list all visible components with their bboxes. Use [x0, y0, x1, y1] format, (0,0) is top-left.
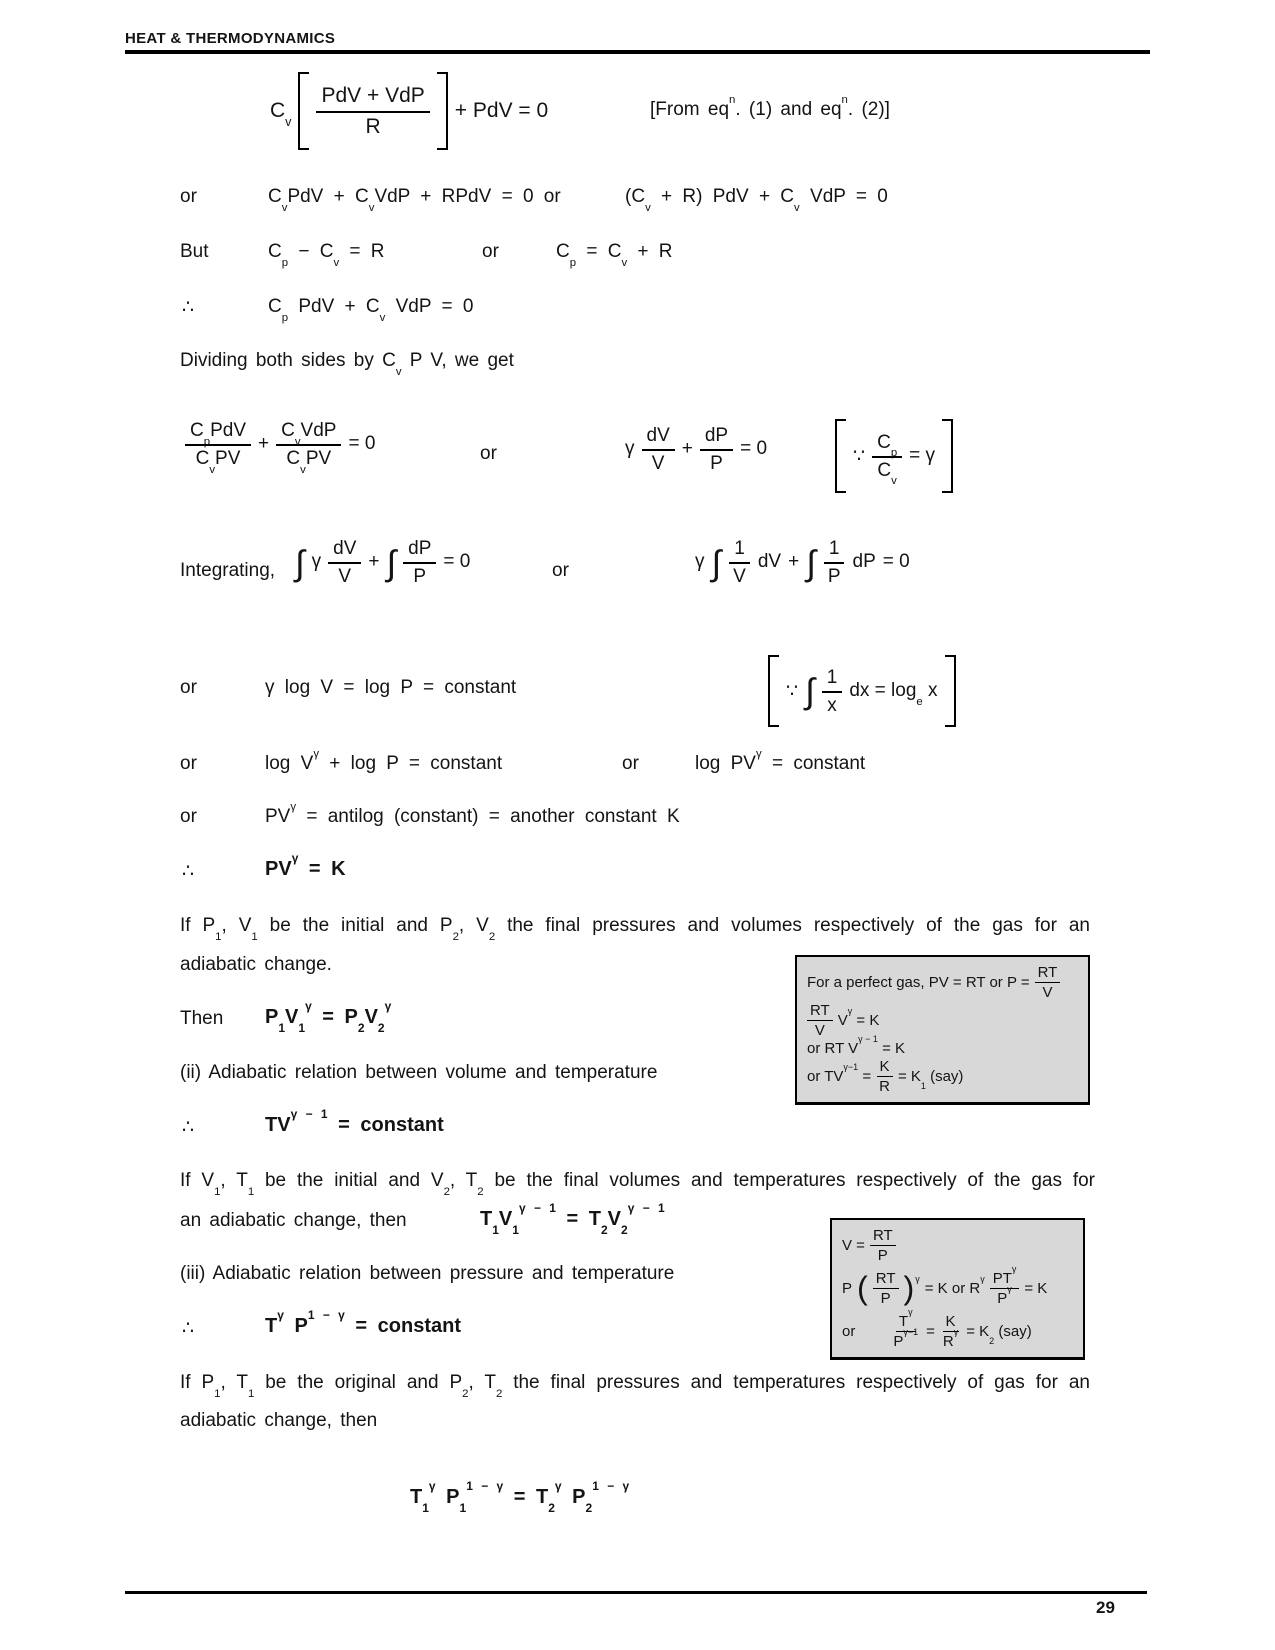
fraction-equation-right — [625, 424, 767, 475]
paragraph-p1v1-line2: adiabatic change. — [180, 954, 332, 975]
because-symbol: ∵ — [853, 445, 866, 467]
fraction-1-p: $\frac{1}{P}$ — [823, 537, 846, 588]
box1-line3 — [807, 1034, 1078, 1057]
row-log2-label: or — [180, 753, 197, 774]
integrating-label: Integrating, — [180, 560, 276, 581]
log-integral-note — [768, 655, 956, 727]
fraction-t-p: $\frac{T^\gamma}{P^{\gamma-1}}$ — [893, 1306, 919, 1350]
fraction-dv-v: $\frac{dV}{V}$ — [642, 424, 675, 475]
paragraph-v1t1-line2: an adiabatic change, then — [180, 1210, 407, 1231]
left-paren: ( — [857, 1269, 868, 1306]
plus-sign: + — [258, 433, 270, 455]
dp-term: dP — [852, 551, 876, 573]
integral-equation-right — [695, 537, 910, 588]
fraction-k-r: $\frac{K}{R}$ — [876, 1058, 893, 1096]
integral-sign: ∫ — [711, 543, 722, 583]
box2-line1 — [842, 1227, 1073, 1265]
equals-zero: = 0 — [882, 551, 910, 573]
equals-zero: = 0 — [443, 551, 471, 573]
box1-line4-lead: or $TV^{\gamma-1}$ = — [807, 1061, 872, 1085]
equation-lead: $C_v$ — [270, 99, 292, 130]
row-but-label: But — [180, 241, 209, 262]
paragraph-p1v1-line1: If $P_1$, $V_1$ be the initial and $P_2$, $V_2$ the final pressures and volumes respectively of the gas for an — [180, 915, 1090, 943]
plus-sign: + — [368, 551, 380, 573]
pressure-temperature-side-box — [830, 1218, 1085, 1360]
dividing-text: Dividing both sides by $C_v$ P V, we get — [180, 350, 514, 378]
equals-gamma: = γ — [909, 445, 936, 466]
page-header-title: HEAT & THERMODYNAMICS — [125, 30, 336, 47]
row-antilog-label: or — [180, 806, 197, 827]
page-number: 29 — [1096, 1598, 1115, 1617]
therefore-symbol: ∴ — [182, 1117, 195, 1138]
box2-line3-lead: or — [842, 1322, 856, 1340]
dv-term: dV — [757, 551, 782, 573]
perfect-gas-side-box — [795, 955, 1090, 1105]
row-antilog-formula: $PV^\gamma$ = antilog (constant) = another constant K — [265, 800, 680, 827]
section-iii-heading: (iii) Adiabatic relation between pressure and temperature — [180, 1263, 675, 1284]
header-rule — [125, 50, 1150, 54]
box2-line3-tail: = $K_2$ (say) — [966, 1322, 1032, 1346]
row-or1-formula-right: $(C_v + R)$ PdV + $C_v$ VdP = 0 — [625, 186, 888, 214]
box2-line2-p: P — [842, 1280, 853, 1297]
box2-line2-tail: = K — [1024, 1280, 1048, 1297]
box1-line1 — [807, 964, 1078, 1002]
fraction-cvvdp: $\frac{C_vVdP}{C_vPV}$ — [276, 419, 341, 470]
fraction-k-r: $\frac{K}{R^\gamma}$ — [942, 1312, 959, 1350]
row-log1-formula: γ log V = log P = constant — [265, 677, 517, 698]
tv-gamma-formula: $TV^{\gamma - 1}$ = constant — [265, 1107, 444, 1136]
fraction-rt-p: $\frac{RT}{P}$ — [873, 1270, 899, 1308]
box1-line4-tail: = $K_1$ (say) — [897, 1067, 964, 1091]
because-symbol: ∵ — [786, 680, 799, 702]
fraction-cppdv: $\frac{C_pPdV}{C_vPV}$ — [185, 419, 251, 470]
gamma-symbol: γ — [311, 551, 322, 573]
fraction-dv-v: $\frac{dV}{V}$ — [328, 537, 361, 588]
fraction-1-x: $\frac{1}{x}$ — [822, 666, 843, 717]
integral-equation-left — [295, 537, 470, 588]
row-or1-label: or — [180, 186, 197, 207]
box2-line1-lead: V = — [842, 1237, 865, 1255]
t1v1-t2v2-formula: $T_1V_1^{\gamma - 1} = T_2V_2^{\gamma - 1}$ — [480, 1201, 665, 1237]
fraction-rt-v: $\frac{RT}{V}$ — [1035, 964, 1061, 1002]
plus-sign: + — [788, 551, 800, 573]
integral-sign: ∫ — [805, 672, 815, 712]
row-or1-formula-left: $C_vPdV + C_vVdP$ + RPdV = 0 or — [268, 186, 561, 214]
box2-line2-exponent: γ — [915, 1274, 920, 1284]
equals-zero: = 0 — [348, 433, 376, 455]
p1v1-p2v2-formula: $P_1V_1^\gamma = P_2V_2^\gamma$ — [265, 999, 392, 1035]
row-log1-label: or — [180, 677, 197, 698]
therefore-symbol: ∴ — [182, 861, 195, 882]
plus-sign: + — [681, 438, 693, 460]
box2-line3 — [842, 1306, 1073, 1351]
fraction-rt-v: $\frac{RT}{V}$ — [807, 1002, 833, 1040]
paragraph-p1t1-line1: If $P_1$, $T_1$ be the original and $P_2$, $T_2$ the final pressures and temperatures respectively of gas for an — [180, 1372, 1090, 1400]
row-therefore1-formula: $C_p$ PdV + $C_v$ VdP = 0 — [268, 296, 474, 324]
fraction-cp-cv: $\frac{C_p}{C_v}$ — [872, 431, 902, 482]
pv-gamma-k-formula: $PV^\gamma = K$ — [265, 851, 346, 880]
box1-line3-text: or RT $V^{\gamma - 1} = K$ — [807, 1034, 906, 1057]
section-ii-heading: (ii) Adiabatic relation between volume and temperature — [180, 1062, 658, 1083]
fraction-rt-p: $\frac{RT}{P}$ — [870, 1227, 896, 1265]
integrating-or: or — [552, 560, 569, 581]
note-tail: dx = $\log_e x$ — [849, 680, 938, 708]
paragraph-v1t1-line1: If $V_1$, $T_1$ be the initial and $V_2$, $T_2$ be the final volumes and temperatures respectively of the gas for — [180, 1170, 1096, 1198]
box2-line2 — [842, 1263, 1073, 1308]
therefore-symbol: ∴ — [182, 1318, 195, 1339]
integral-sign: ∫ — [295, 543, 305, 583]
box1-line2 — [807, 1002, 1078, 1040]
row-but-formula-right: $C_p = C_v + R$ — [556, 241, 673, 269]
box2-line3-eq: = — [926, 1322, 935, 1340]
fraction-pdv-vdp-over-r: $\frac{\text{PdV + VdP}}{R}$ — [316, 83, 429, 138]
paragraph-p1t1-line2: adiabatic change, then — [180, 1410, 378, 1431]
equation-cv-bracket — [270, 72, 548, 150]
equation-tail: + PdV = 0 — [454, 99, 549, 122]
gamma-symbol: γ — [625, 438, 635, 460]
right-bracket — [945, 655, 956, 727]
integral-sign: ∫ — [806, 543, 816, 583]
left-bracket — [298, 72, 309, 150]
box2-line2-mid: = K or $R^\gamma$ — [924, 1274, 985, 1297]
left-bracket — [768, 655, 779, 727]
equals-zero: = 0 — [740, 438, 768, 460]
row-log2-formula-right: $\log PV^\gamma$ = constant — [695, 747, 866, 774]
fraction-dp-p: $\frac{dP}{P}$ — [700, 424, 733, 475]
fraction-1-v: $\frac{1}{V}$ — [728, 537, 751, 588]
then-label: Then — [180, 1008, 224, 1029]
fraction-dp-p: $\frac{dP}{P}$ — [403, 537, 436, 588]
fraction-pt-p: $\frac{PT^\gamma}{P^\gamma}$ — [990, 1270, 1020, 1308]
row-log2-formula-left: $\log V^\gamma + \log P$ = constant — [265, 747, 503, 774]
row-but-formula-left: $C_p - C_v = R$ — [268, 241, 385, 269]
from-equations-note: [From $eq^n$. (1) and $eq^n$. (2)] — [650, 93, 890, 120]
box1-line2-text: $V^\gamma = K$ — [837, 1006, 880, 1030]
row-log2-or: or — [622, 753, 639, 774]
right-paren: ) — [903, 1269, 915, 1306]
left-bracket — [835, 419, 846, 493]
box1-line1-text: For a perfect gas, PV = RT or P = — [807, 974, 1030, 992]
footer-rule — [125, 1591, 1147, 1594]
box1-line4 — [807, 1058, 1078, 1096]
fraction-equation-left — [185, 419, 376, 476]
integral-sign: ∫ — [386, 543, 397, 583]
gamma-ratio-note — [835, 419, 953, 493]
right-bracket — [437, 72, 448, 150]
gamma-symbol: γ — [695, 551, 705, 573]
row-but-or: or — [482, 241, 499, 262]
therefore-symbol: ∴ — [182, 297, 195, 318]
right-bracket — [942, 419, 953, 493]
fraction-row-or: or — [480, 443, 497, 464]
t1p1-t2p2-formula: $T_1^\gamma$ $P_1^{1 - \gamma} = T_2^\gamma$ $P_2^{1 - \gamma}$ — [410, 1479, 630, 1515]
tp-gamma-formula: $T^\gamma$ $P^{1 - \gamma}$ = constant — [265, 1308, 461, 1337]
